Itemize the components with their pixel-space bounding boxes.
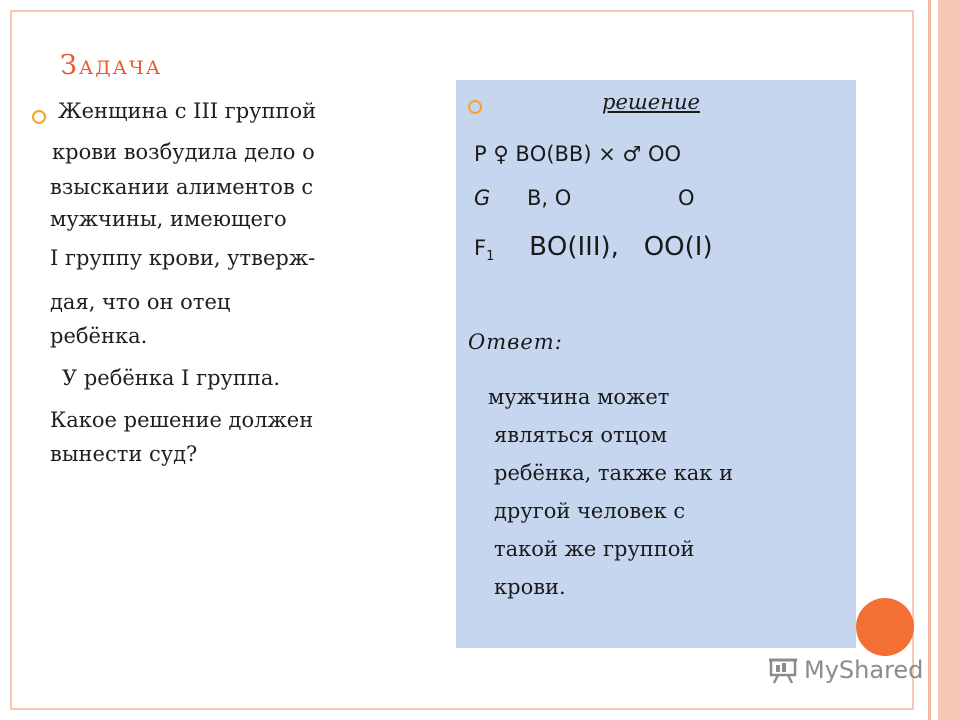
watermark — [768, 656, 923, 684]
solution-title: решение — [602, 90, 700, 114]
answer-label: Ответ: — [468, 330, 563, 354]
decorative-circle — [856, 598, 914, 656]
answer-line: такой же группой — [494, 537, 695, 561]
task-text — [50, 92, 430, 469]
f1-values: ВО(III), ОО(I) — [529, 232, 713, 262]
task-line: мужчины, имеющего — [50, 207, 287, 231]
f1-label: F — [474, 236, 487, 260]
title-text: Задача — [60, 50, 163, 81]
p-cross-line: P ♀ ВО(ВВ) × ♂ ОО — [474, 142, 682, 166]
task-line: взыскании алиментов с — [50, 175, 314, 199]
task-line: крови возбудила дело о — [52, 140, 315, 164]
task-line: I группу крови, утверж- — [50, 246, 316, 270]
answer-line: крови. — [494, 575, 566, 599]
f1-subscript: 1 — [486, 249, 495, 265]
slide-title — [60, 50, 162, 81]
g-values: В, О — [526, 186, 572, 210]
g-value2: О — [677, 186, 695, 210]
presentation-icon — [768, 658, 798, 682]
g-line — [474, 186, 694, 210]
answer-line: мужчина может — [488, 385, 670, 409]
task-line: Женщина с III группой — [58, 99, 317, 123]
task-line: дая, что он отец — [50, 290, 231, 314]
answer-text — [488, 378, 844, 606]
task-line: У ребёнка I группа. — [62, 366, 281, 390]
task-line: Какое решение должен — [50, 408, 314, 432]
answer-line: другой человек с — [494, 499, 686, 523]
bullet-icon — [468, 100, 482, 114]
bullet-icon — [32, 110, 46, 124]
f1-line — [474, 232, 713, 264]
answer-line: ребёнка, также как и — [494, 461, 734, 485]
task-line: ребёнка. — [50, 324, 148, 348]
answer-line: являться отцом — [494, 423, 668, 447]
decorative-stripes — [920, 0, 960, 720]
watermark-text: MyShared — [804, 656, 924, 684]
task-line: вынести суд? — [50, 442, 198, 466]
g-label: G — [474, 186, 491, 210]
